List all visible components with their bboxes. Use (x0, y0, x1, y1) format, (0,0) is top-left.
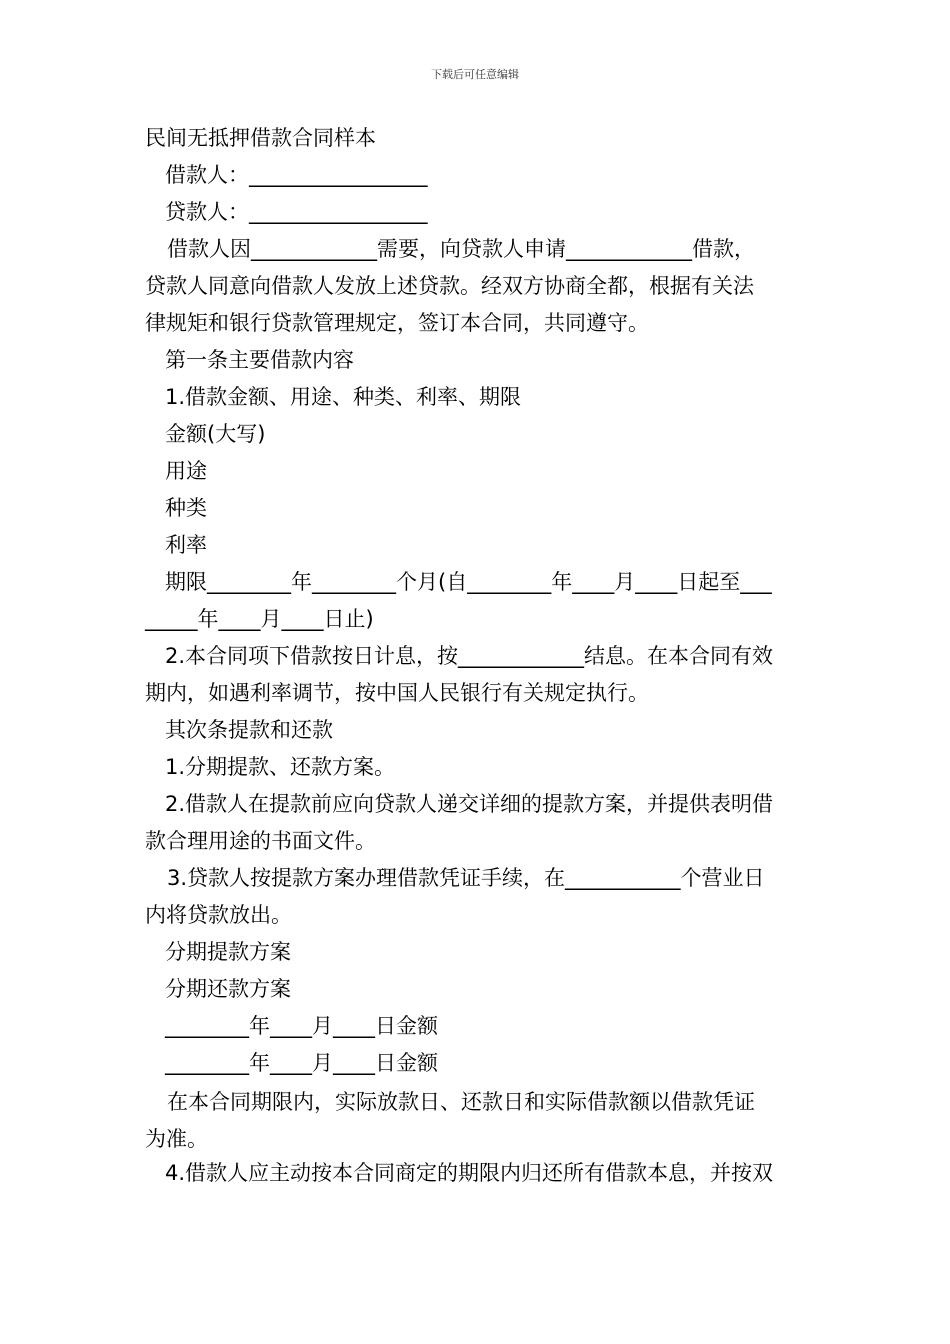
clause-line: 3.贷款人按提款方案办理借款凭证手续，在___________个营业日 (167, 866, 765, 890)
paragraph-line: 借款人因____________需要，向贷款人申请____________借款， (167, 237, 755, 261)
clause-line: 内将贷款放出。 (145, 903, 292, 927)
paragraph-line: 在本合同期限内，实际放款日、还款日和实际借款额以借款凭证 (167, 1090, 755, 1114)
clause-line: 2.借款人在提款前应向贷款人递交详细的提款方案，并提供表明借 (165, 792, 774, 816)
page-header: 下载后可任意编辑 (431, 68, 519, 81)
clause-line: 期内，如遇利率调节，按中国人民银行有关规定执行。 (145, 681, 649, 705)
paragraph-line: 为准。 (145, 1127, 208, 1151)
clause-line: 1.分期提款、还款方案。 (165, 755, 396, 779)
clause-line: 1.借款金额、用途、种类、利率、期限 (165, 385, 522, 409)
clause-line: 款合理用途的书面文件。 (145, 829, 376, 853)
term-line: 期限________年________个月(自________年____月____日起至___ (165, 570, 772, 594)
field-label: 利率 (165, 533, 207, 557)
clause-line: 4.借款人应主动按本合同商定的期限内归还所有借款本息，并按双 (165, 1161, 774, 1185)
field-label: 金额(大写) (165, 422, 266, 446)
clause-line: 2.本合同项下借款按日计息，按____________结息。在本合同有效 (165, 644, 774, 668)
paragraph-line: 贷款人同意向借款人发放上述贷款。经双方协商全都，根据有关法 (145, 274, 754, 298)
plan-label: 分期提款方案 (165, 940, 291, 964)
amount-line: ________年____月____日金额 (165, 1014, 438, 1038)
plan-label: 分期还款方案 (165, 977, 291, 1001)
term-line: _____年____月____日止) (145, 607, 374, 631)
field-label: 种类 (165, 496, 207, 520)
amount-line: ________年____月____日金额 (165, 1051, 438, 1075)
borrower-line: 借款人：_________________ (165, 163, 428, 187)
section-heading: 第一条主要借款内容 (165, 348, 354, 372)
paragraph-line: 律规矩和银行贷款管理规定，签订本合同，共同遵守。 (145, 311, 649, 335)
document-title: 民间无抵押借款合同样本 (145, 126, 376, 150)
lender-line: 贷款人：_________________ (165, 200, 428, 224)
section-heading: 其次条提款和还款 (165, 718, 333, 742)
field-label: 用途 (165, 459, 207, 483)
